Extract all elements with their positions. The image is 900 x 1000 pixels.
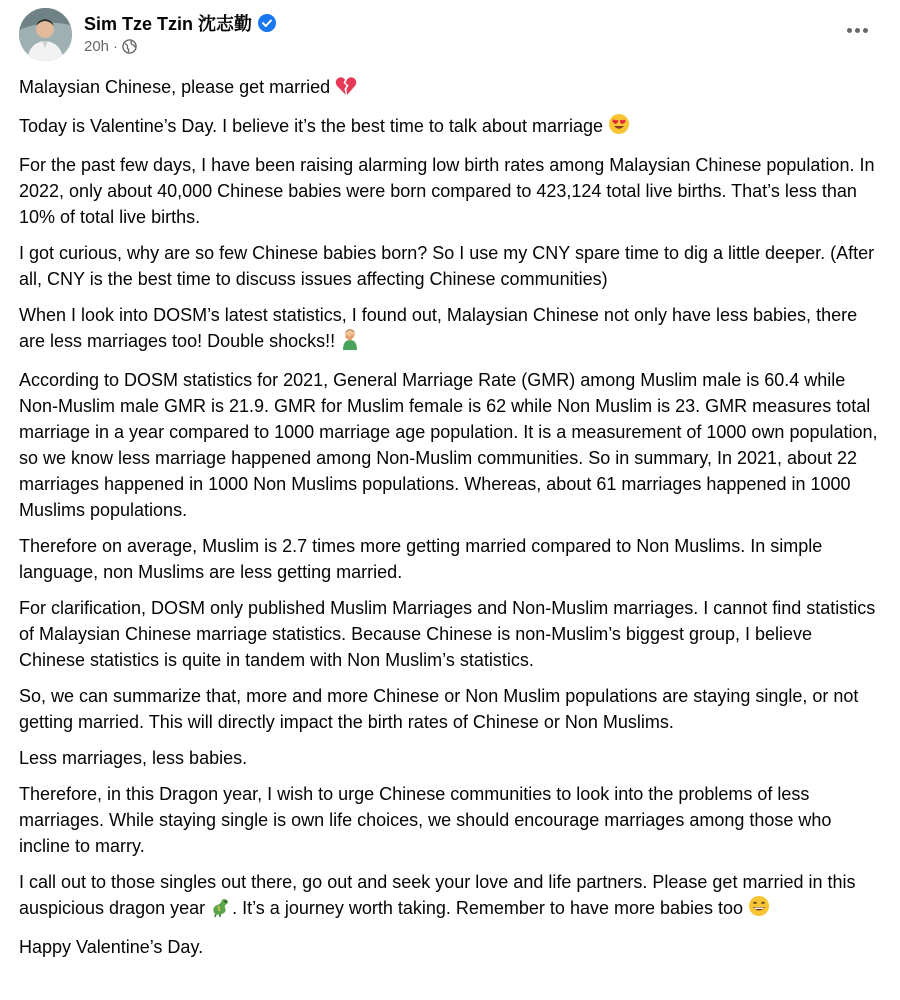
- meta-separator: ·: [113, 38, 119, 55]
- post-paragraph: Happy Valentine’s Day.: [19, 937, 204, 957]
- post-timestamp[interactable]: 20h: [84, 38, 110, 55]
- post-paragraph: Less marriages, less babies.: [19, 748, 248, 768]
- post-paragraph: I call out to those singles out there, go out and seek your love and life partners. Please get married in this auspicious dragon year . It’s a journey worth taking. Remember to have more babies too: [19, 869, 879, 924]
- post-paragraph: Therefore on average, Muslim is 2.7 times more getting married compared to Non Muslims. In simple language, non Muslims are less getting married.: [19, 536, 823, 582]
- facepalm-icon: [340, 328, 360, 357]
- more-options-icon[interactable]: [844, 20, 870, 40]
- post-meta: [84, 38, 137, 55]
- globe-icon[interactable]: [122, 39, 137, 54]
- post-paragraph: Malaysian Chinese, please get married: [19, 74, 879, 103]
- post-paragraph: Therefore, in this Dragon year, I wish to urge Chinese communities to look into the problems of less marriages. While staying single is own life choices, we should encourage marriages among those who incline to marry.: [19, 784, 832, 856]
- post-paragraph: For clarification, DOSM only published Muslim Marriages and Non-Muslim marriages. I cannot find statistics of Malaysian Chinese marriage statistics. Because Chinese is non-Muslim’s biggest group, I believe Chinese statistics is quite in tandem with Non Muslim’s statistics.: [19, 598, 876, 670]
- author-name-link[interactable]: [84, 10, 276, 36]
- post-paragraph: When I look into DOSM’s latest statistics, I found out, Malaysian Chinese not only have less babies, there are less marriages too! Double shocks!!: [19, 302, 879, 357]
- post-paragraph: Today is Valentine’s Day. I believe it’s the best time to talk about marriage: [19, 113, 879, 142]
- author-avatar[interactable]: [19, 8, 72, 61]
- verified-badge-icon: [258, 14, 276, 32]
- broken-heart-icon: [335, 76, 357, 103]
- post-paragraph: For the past few days, I have been raising alarming low birth rates among Malaysian Chinese population. In 2022, only about 40,000 Chinese babies were born compared to 423,124 total live births. That’s less than 10% of total live births.: [19, 155, 875, 227]
- author-name[interactable]: Sim Tze Tzin 沈志勤: [84, 14, 253, 34]
- post-paragraph: According to DOSM statistics for 2021, General Marriage Rate (GMR) among Muslim male is 60.4 while Non-Muslim male GMR is 21.9. GMR for Muslim female is 62 while Non Muslim is 23. GMR measures total marriage in a year compared to 1000 marriage age population. It is a measurement of 1000 own population, so we know less marriage happened among Non-Muslim communities. So in summary, In 2021, about 22 marriages happened in 1000 Non Muslims populations. Whereas, about 61 marriages happened in 1000 Muslims populations.: [19, 370, 878, 520]
- dragon-icon: [210, 897, 232, 924]
- grinning-face-icon: [748, 895, 770, 924]
- post-paragraph: I got curious, why are so few Chinese babies born? So I use my CNY spare time to dig a little deeper. (After all, CNY is the best time to discuss issues affecting Chinese communities): [19, 243, 875, 289]
- heart-eyes-icon: [608, 113, 630, 142]
- post-paragraph: So, we can summarize that, more and more Chinese or Non Muslim populations are staying single, or not getting married. This will directly impact the birth rates of Chinese or Non Muslims.: [19, 686, 859, 732]
- post-body: [19, 74, 879, 970]
